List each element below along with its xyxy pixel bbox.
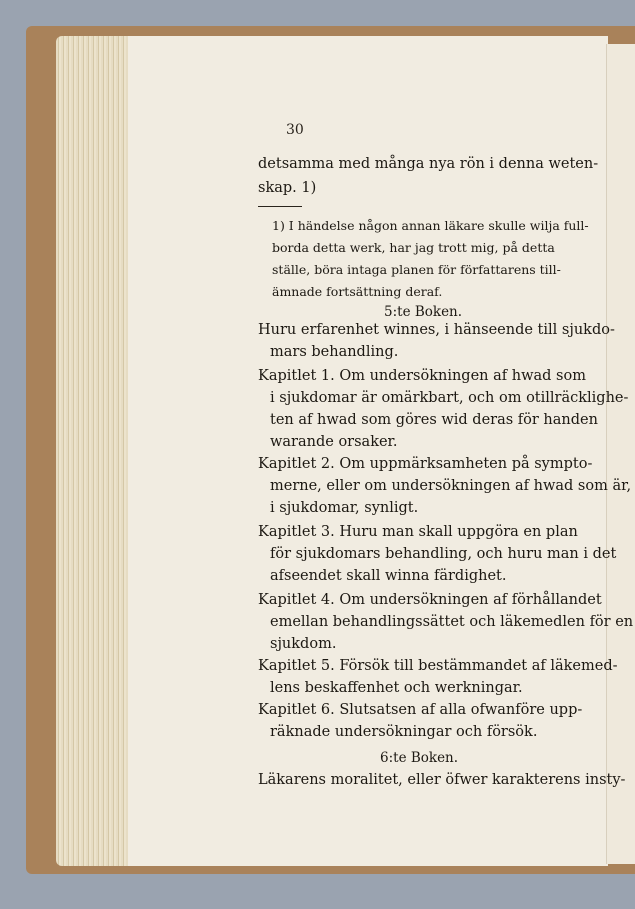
text-line: räknade undersökningar och försök. [270,724,538,740]
text-line: afseendet skall winna färdighet. [270,568,507,584]
text-line: skap. 1) [258,180,317,196]
text-line: lens beskaffenhet och werkningar. [270,680,523,696]
footnote-line: 1) I händelse någon annan läkare skulle wilja full- [272,218,589,233]
text-line: Huru erfarenhet winnes, i hänseende till sjukdo- [258,322,615,338]
text-line: warande orsaker. [270,434,398,450]
chapter-line: Kapitlet 1. Om undersökningen af hwad som [258,368,586,384]
facing-page-edge [606,44,635,864]
chapter-line: Kapitlet 3. Huru man skall uppgöra en plan [258,524,578,540]
text-line: merne, eller om undersökningen af hwad som är, [270,478,632,494]
chapter-line: Kapitlet 5. Försök till bestämmandet af läkemed- [258,658,618,674]
text-line: ten af hwad som göres wid deras för handen [270,412,598,428]
text-line: Läkarens moralitet, eller öfwer karakterens insty- [258,772,626,788]
page-number: 30 [286,122,304,138]
text-line: för sjukdomars behandling, och huru man i det [270,546,617,562]
chapter-line: Kapitlet 2. Om uppmärksamheten på sympto- [258,456,593,472]
section-heading: 6:te Boken. [380,750,459,766]
text-line: i sjukdomar, synligt. [270,500,419,516]
chapter-line: Kapitlet 6. Slutsatsen af alla ofwanföre upp- [258,702,583,718]
footnote-rule [258,206,302,207]
footnote-line: borda detta werk, har jag trott mig, på detta [272,240,555,255]
footnote-line: ämnade fortsättning deraf. [272,284,443,299]
page-edges [56,36,136,866]
text-line: emellan behandlingssättet och läkemedlen för en [270,614,634,630]
chapter-line: Kapitlet 4. Om undersökningen af förhållandet [258,592,602,608]
section-heading: 5:te Boken. [384,304,463,320]
text-line: i sjukdomar är omärkbart, och om otillräcklighe- [270,390,629,406]
text-line: sjukdom. [270,636,337,652]
text-line: mars behandling. [270,344,399,360]
text-line: detsamma med många nya rön i denna weten- [258,156,599,172]
footnote-line: ställe, böra intaga planen för författarens till- [272,262,561,277]
